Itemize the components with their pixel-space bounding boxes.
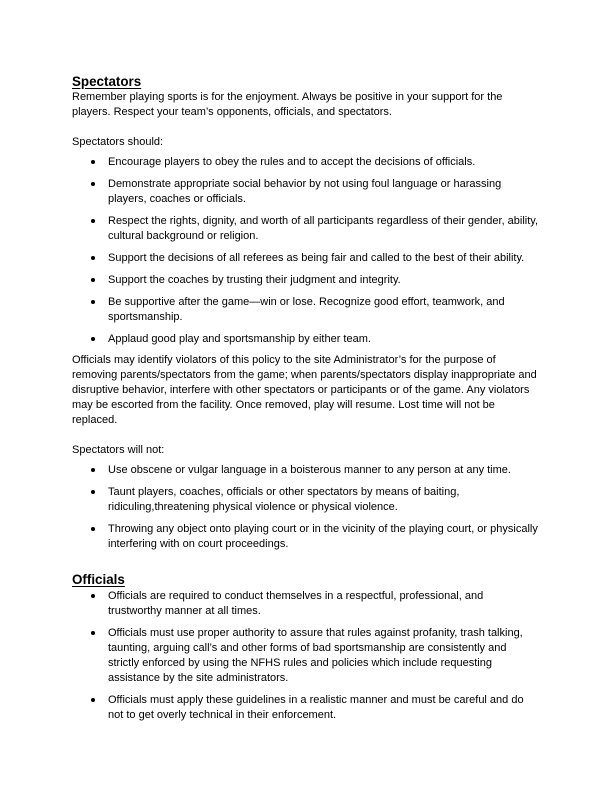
list-item: Be supportive after the game—win or lose. Recognize good effort, teamwork, and sportsmanship. xyxy=(72,295,540,325)
spectators-intro: Remember playing sports is for the enjoyment. Always be positive in your support for the players. Respect your team’s opponents, officials, and spectators. xyxy=(72,91,503,118)
spectators-section xyxy=(72,74,540,552)
list-item: Respect the rights, dignity, and worth of all participants regardless of their gender, ability, cultural background or religion. xyxy=(72,214,540,244)
violators-paragraph: Officials may identify violators of this policy to the site Administrator’s for the purpose of removing parents/spectators from the game; when parents/spectators display inappropriate and disruptive behavior, interfere with other spectators or participants or of the game. Any violators may be escorted from the facility. Once removed, play will resume. Lost time will not be replaced. xyxy=(72,354,537,426)
list-item: Taunt players, coaches, officials or other spectators by means of baiting, ridiculing,threatening physical violence or physical violence. xyxy=(72,485,540,515)
list-item: Support the decisions of all referees as being fair and called to the best of their ability. xyxy=(72,251,540,266)
spectators-heading: Spectators xyxy=(72,74,142,89)
document-page xyxy=(72,74,540,723)
list-item: Throwing any object onto playing court or in the vicinity of the playing court, or physically interfering with on court proceedings. xyxy=(72,522,540,552)
list-item: Applaud good play and sportsmanship by either team. xyxy=(72,332,540,347)
spectators-should-list xyxy=(72,155,540,347)
list-item: Support the coaches by trusting their judgment and integrity. xyxy=(72,273,540,288)
list-item: Use obscene or vulgar language in a boisterous manner to any person at any time. xyxy=(72,463,540,478)
spectators-will-not-label: Spectators will not: xyxy=(72,444,165,456)
spectators-will-not-list xyxy=(72,463,540,552)
list-item: Demonstrate appropriate social behavior by not using foul language or harassing players, coaches or officials. xyxy=(72,177,540,207)
list-item: Officials must apply these guidelines in a realistic manner and must be careful and do not to get overly technical in their enforcement. xyxy=(72,693,540,723)
list-item: Encourage players to obey the rules and to accept the decisions of officials. xyxy=(72,155,540,170)
officials-section xyxy=(72,572,540,723)
list-item: Officials must use proper authority to assure that rules against profanity, trash talking, taunting, arguing call’s and other forms of bad sportsmanship are consistently and strictly enforced by using the NFHS rules and policies which include requesting assistance by the site administrators. xyxy=(72,626,540,686)
officials-list xyxy=(72,589,540,723)
list-item: Officials are required to conduct themselves in a respectful, professional, and trustworthy manner at all times. xyxy=(72,589,540,619)
officials-heading: Officials xyxy=(72,572,125,587)
spectators-should-label: Spectators should: xyxy=(72,136,164,148)
